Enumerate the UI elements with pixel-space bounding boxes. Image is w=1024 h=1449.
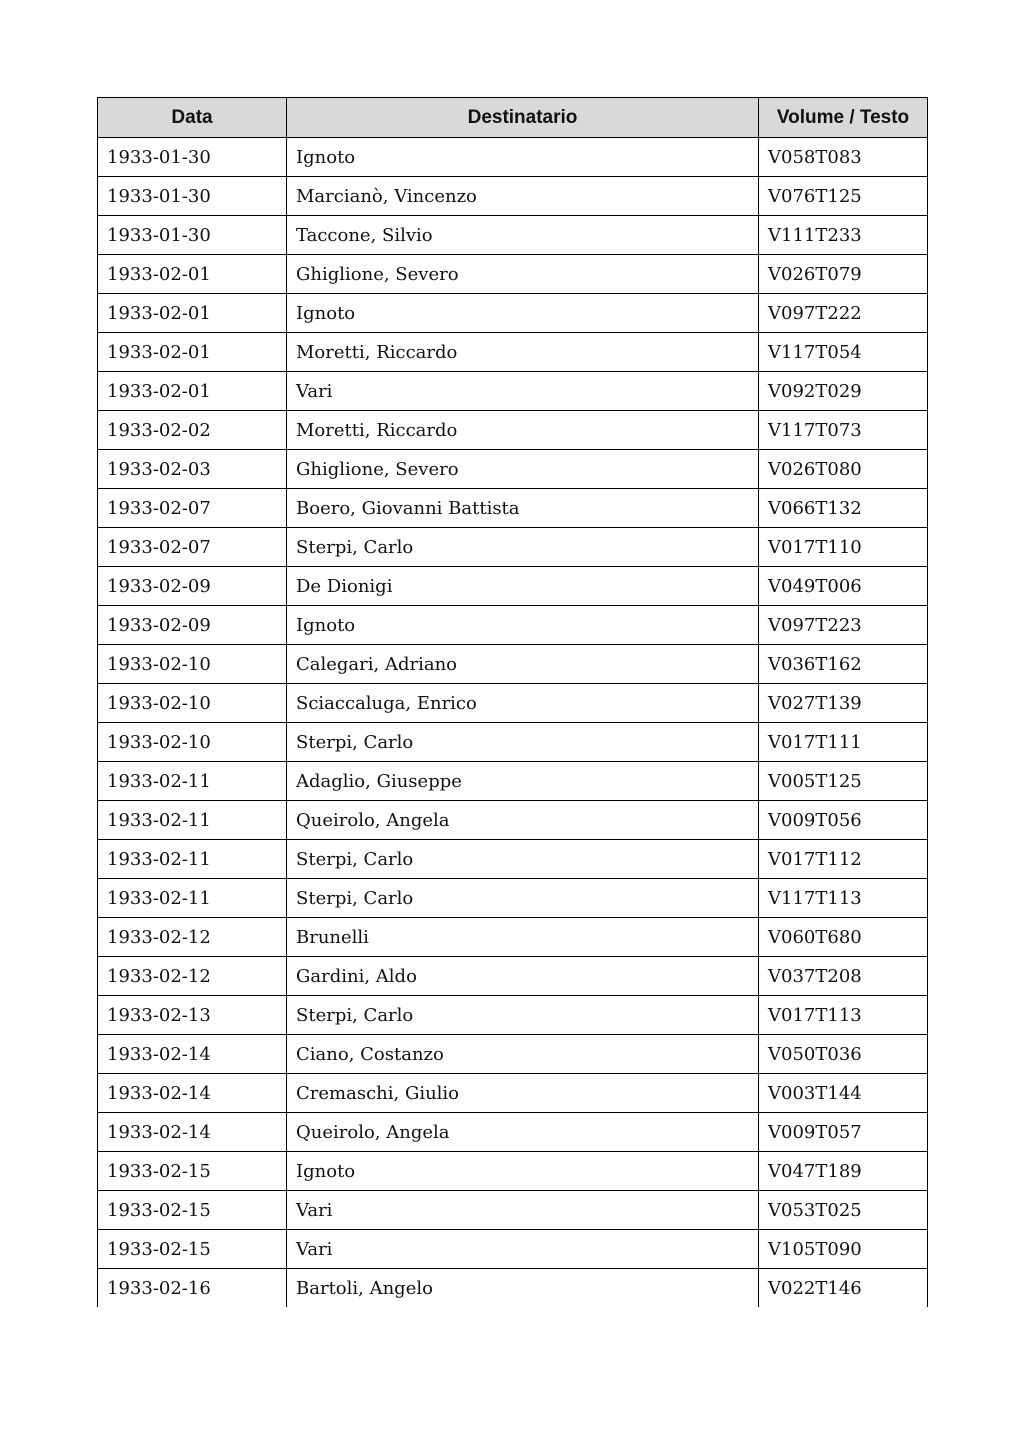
cell-volume-testo: V117T054 (759, 333, 928, 372)
header-destinatario: Destinatario (287, 98, 759, 138)
cell-volume-testo: V026T079 (759, 255, 928, 294)
cell-destinatario: Vari (287, 1230, 759, 1269)
cell-date: 1933-02-09 (98, 567, 287, 606)
cell-destinatario: Gardini, Aldo (287, 957, 759, 996)
cell-volume-testo: V053T025 (759, 1191, 928, 1230)
cell-volume-testo: V058T083 (759, 138, 928, 177)
cell-destinatario: Vari (287, 372, 759, 411)
cell-date: 1933-02-07 (98, 489, 287, 528)
table-row (98, 606, 928, 645)
table-row (98, 333, 928, 372)
table-row (98, 1113, 928, 1152)
table-row (98, 801, 928, 840)
cell-date: 1933-01-30 (98, 216, 287, 255)
table-row (98, 450, 928, 489)
cell-date: 1933-02-01 (98, 333, 287, 372)
cell-destinatario: Ignoto (287, 138, 759, 177)
cell-destinatario: Ignoto (287, 1152, 759, 1191)
cell-volume-testo: V060T680 (759, 918, 928, 957)
table-row (98, 1074, 928, 1113)
cell-volume-testo: V027T139 (759, 684, 928, 723)
cell-destinatario: Ciano, Costanzo (287, 1035, 759, 1074)
cell-destinatario: Ghiglione, Severo (287, 255, 759, 294)
cell-destinatario: Sterpi, Carlo (287, 996, 759, 1035)
table-row (98, 996, 928, 1035)
cell-volume-testo: V050T036 (759, 1035, 928, 1074)
table-row (98, 957, 928, 996)
cell-destinatario: Taccone, Silvio (287, 216, 759, 255)
cell-volume-testo: V092T029 (759, 372, 928, 411)
cell-date: 1933-02-02 (98, 411, 287, 450)
cell-volume-testo: V105T090 (759, 1230, 928, 1269)
cell-volume-testo: V009T056 (759, 801, 928, 840)
cell-destinatario: Sterpi, Carlo (287, 528, 759, 567)
table-row (98, 1191, 928, 1230)
cell-destinatario: Brunelli (287, 918, 759, 957)
cell-destinatario: Calegari, Adriano (287, 645, 759, 684)
cell-date: 1933-02-11 (98, 879, 287, 918)
table-row (98, 216, 928, 255)
cell-volume-testo: V017T111 (759, 723, 928, 762)
cell-volume-testo: V117T073 (759, 411, 928, 450)
cell-volume-testo: V047T189 (759, 1152, 928, 1191)
table-row (98, 684, 928, 723)
letters-table (97, 97, 928, 1307)
cell-volume-testo: V017T112 (759, 840, 928, 879)
table-row (98, 177, 928, 216)
table-row (98, 138, 928, 177)
table-row (98, 1152, 928, 1191)
cell-destinatario: Bartoli, Angelo (287, 1269, 759, 1308)
cell-destinatario: De Dionigi (287, 567, 759, 606)
cell-date: 1933-02-14 (98, 1113, 287, 1152)
cell-date: 1933-02-07 (98, 528, 287, 567)
cell-destinatario: Adaglio, Giuseppe (287, 762, 759, 801)
cell-volume-testo: V076T125 (759, 177, 928, 216)
cell-destinatario: Sciaccaluga, Enrico (287, 684, 759, 723)
cell-date: 1933-02-15 (98, 1230, 287, 1269)
cell-volume-testo: V066T132 (759, 489, 928, 528)
cell-destinatario: Boero, Giovanni Battista (287, 489, 759, 528)
table-row (98, 411, 928, 450)
cell-volume-testo: V022T146 (759, 1269, 928, 1308)
cell-date: 1933-02-12 (98, 918, 287, 957)
table-row (98, 528, 928, 567)
table-row (98, 918, 928, 957)
cell-destinatario: Sterpi, Carlo (287, 723, 759, 762)
cell-destinatario: Sterpi, Carlo (287, 840, 759, 879)
cell-destinatario: Queirolo, Angela (287, 1113, 759, 1152)
table-row (98, 1269, 928, 1308)
table-row (98, 840, 928, 879)
cell-destinatario: Marcianò, Vincenzo (287, 177, 759, 216)
cell-date: 1933-01-30 (98, 177, 287, 216)
cell-date: 1933-02-14 (98, 1035, 287, 1074)
cell-volume-testo: V026T080 (759, 450, 928, 489)
cell-date: 1933-02-16 (98, 1269, 287, 1308)
table-row (98, 879, 928, 918)
cell-date: 1933-02-10 (98, 723, 287, 762)
cell-date: 1933-02-14 (98, 1074, 287, 1113)
table-row (98, 645, 928, 684)
cell-date: 1933-02-03 (98, 450, 287, 489)
cell-date: 1933-02-01 (98, 255, 287, 294)
header-volume-testo: Volume / Testo (759, 98, 928, 138)
cell-date: 1933-02-13 (98, 996, 287, 1035)
cell-volume-testo: V005T125 (759, 762, 928, 801)
cell-destinatario: Sterpi, Carlo (287, 879, 759, 918)
cell-destinatario: Moretti, Riccardo (287, 411, 759, 450)
table-row (98, 255, 928, 294)
cell-date: 1933-02-10 (98, 645, 287, 684)
cell-volume-testo: V117T113 (759, 879, 928, 918)
cell-volume-testo: V097T223 (759, 606, 928, 645)
cell-date: 1933-02-12 (98, 957, 287, 996)
cell-date: 1933-02-01 (98, 372, 287, 411)
cell-destinatario: Moretti, Riccardo (287, 333, 759, 372)
cell-date: 1933-02-15 (98, 1191, 287, 1230)
cell-destinatario: Ghiglione, Severo (287, 450, 759, 489)
cell-destinatario: Vari (287, 1191, 759, 1230)
cell-destinatario: Ignoto (287, 294, 759, 333)
cell-destinatario: Ignoto (287, 606, 759, 645)
table-body (98, 138, 928, 1308)
cell-date: 1933-02-11 (98, 801, 287, 840)
table-row (98, 372, 928, 411)
header-row (98, 98, 928, 138)
cell-volume-testo: V049T006 (759, 567, 928, 606)
table-row (98, 567, 928, 606)
cell-destinatario: Queirolo, Angela (287, 801, 759, 840)
table-row (98, 1230, 928, 1269)
table-row (98, 294, 928, 333)
table-header (98, 98, 928, 138)
cell-date: 1933-02-01 (98, 294, 287, 333)
cell-volume-testo: V003T144 (759, 1074, 928, 1113)
table-row (98, 723, 928, 762)
header-data: Data (98, 98, 287, 138)
cell-date: 1933-02-09 (98, 606, 287, 645)
cell-date: 1933-02-15 (98, 1152, 287, 1191)
table-row (98, 489, 928, 528)
cell-volume-testo: V009T057 (759, 1113, 928, 1152)
cell-date: 1933-01-30 (98, 138, 287, 177)
cell-volume-testo: V036T162 (759, 645, 928, 684)
cell-volume-testo: V017T110 (759, 528, 928, 567)
cell-volume-testo: V111T233 (759, 216, 928, 255)
table-row (98, 1035, 928, 1074)
cell-destinatario: Cremaschi, Giulio (287, 1074, 759, 1113)
cell-volume-testo: V017T113 (759, 996, 928, 1035)
cell-volume-testo: V037T208 (759, 957, 928, 996)
cell-volume-testo: V097T222 (759, 294, 928, 333)
cell-date: 1933-02-10 (98, 684, 287, 723)
cell-date: 1933-02-11 (98, 840, 287, 879)
table-row (98, 762, 928, 801)
cell-date: 1933-02-11 (98, 762, 287, 801)
